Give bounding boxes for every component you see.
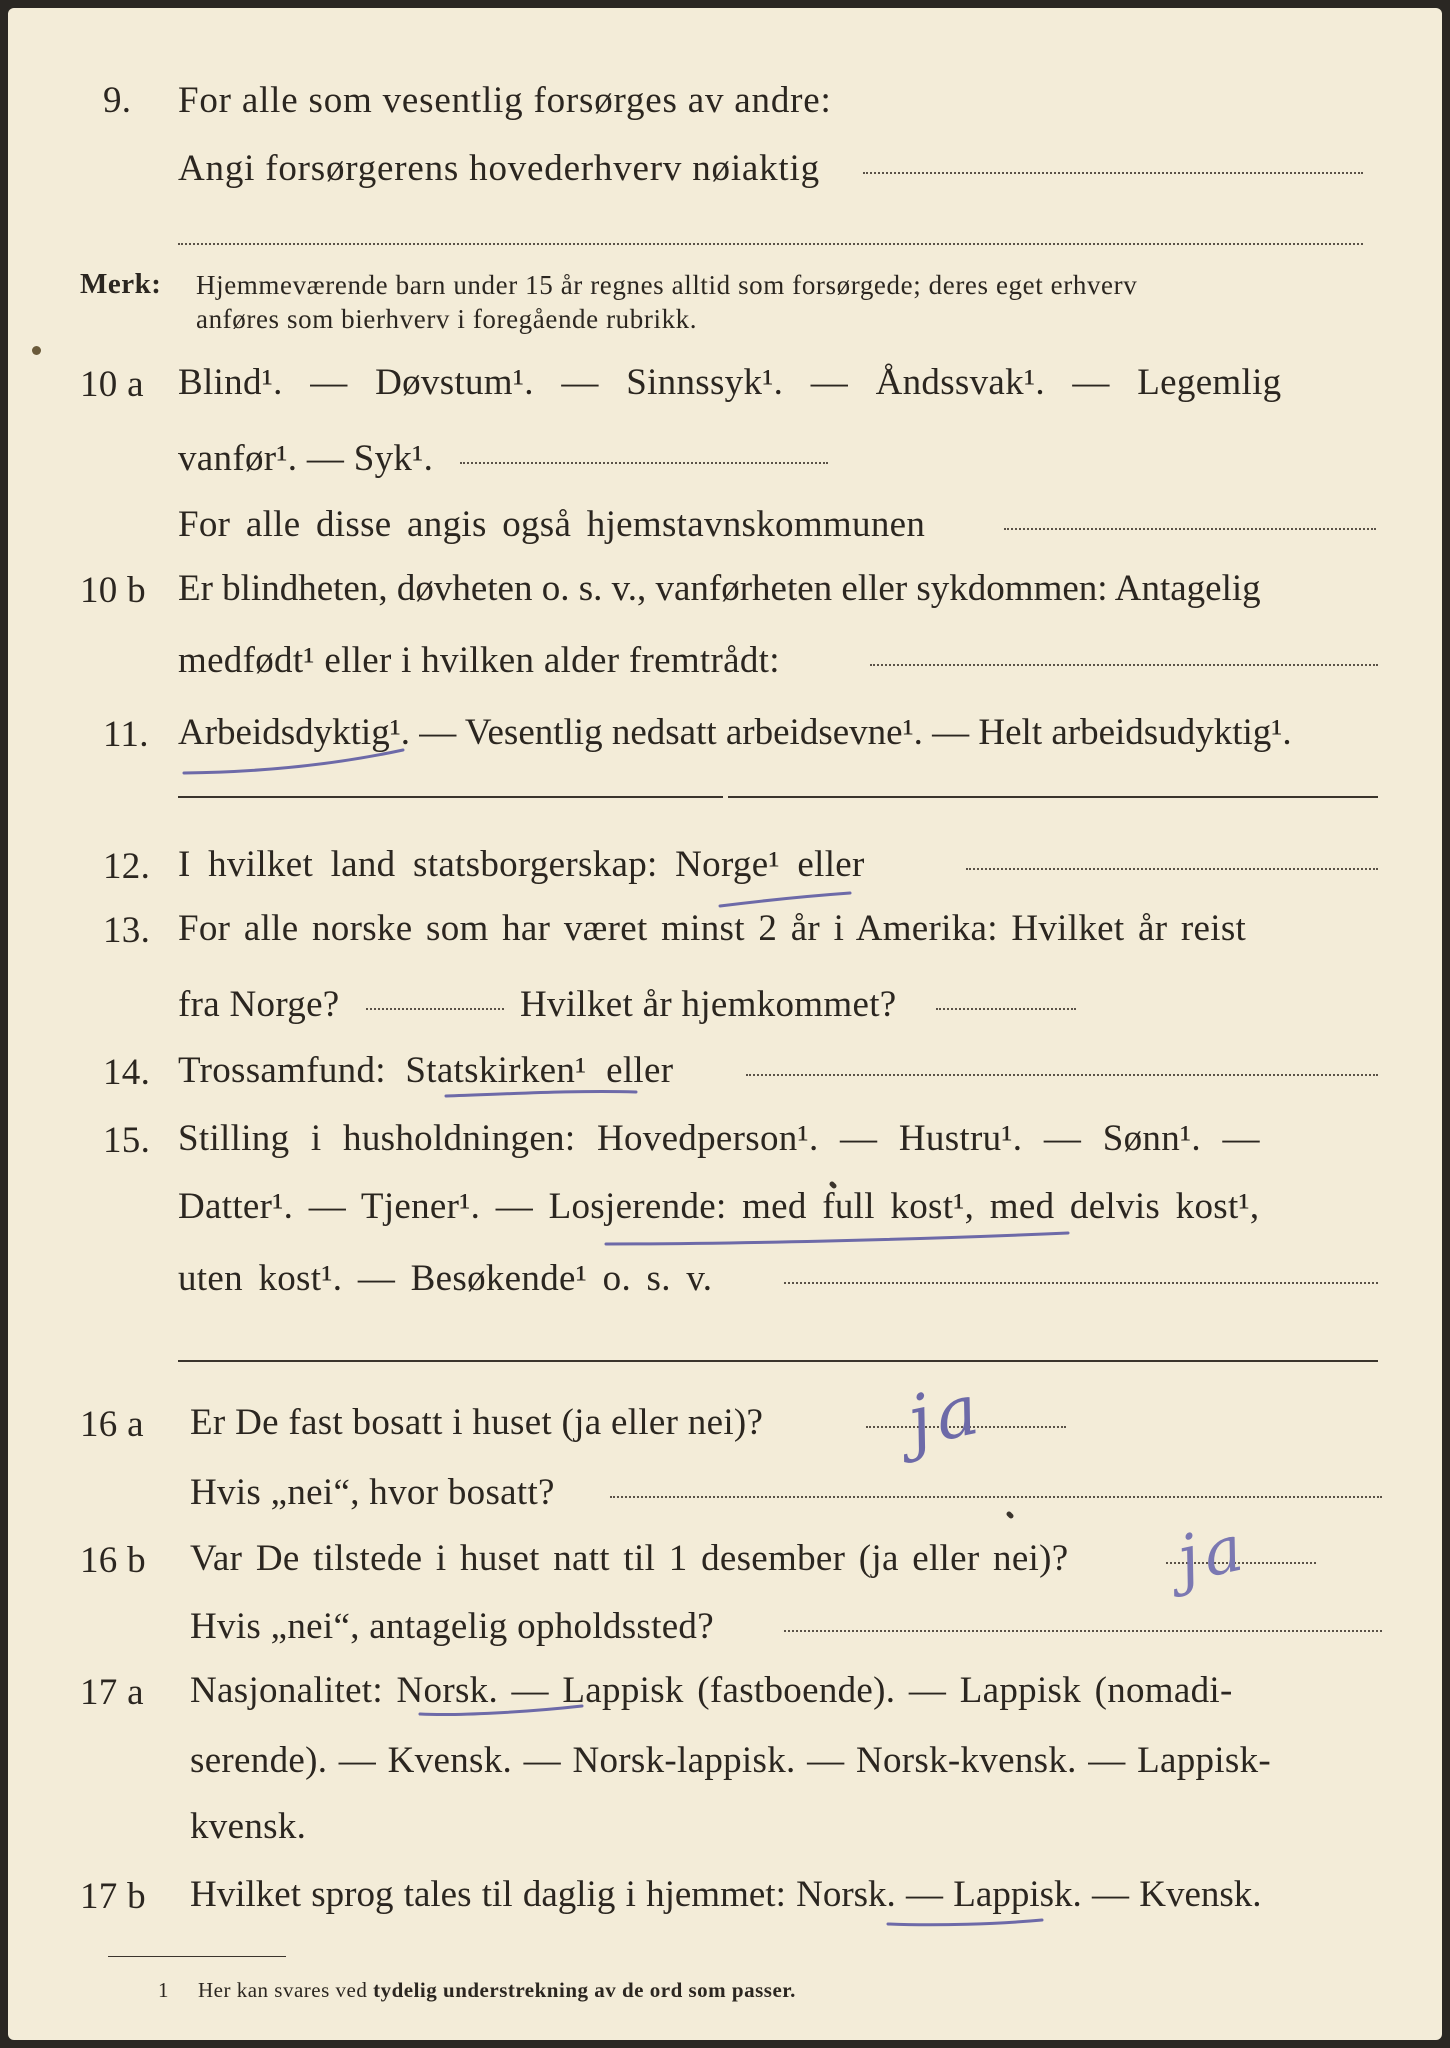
- q9-answer-line[interactable]: [863, 172, 1363, 174]
- q13-text-line1: For alle norske som har været minst 2 år i Amerika: Hvilket år reist: [178, 908, 1247, 949]
- q16a-number: 16 a: [80, 1404, 144, 1445]
- q16a-text-line1: Er De fast bosatt i huset (ja eller nei)?: [190, 1402, 764, 1443]
- q15-answer-line[interactable]: [784, 1282, 1378, 1284]
- merk-text-line2: anføres som bierhverv i foregående rubrikk.: [196, 304, 698, 334]
- footnote-text-b: tydelig understrekning av de ord som passer.: [373, 1978, 796, 2002]
- q16a-handwritten-answer: ja: [900, 1367, 992, 1463]
- q10a-text-line2: vanfør¹. — Syk¹.: [178, 438, 434, 479]
- q12-answer-line[interactable]: [966, 868, 1378, 870]
- q9-answer-line-2[interactable]: [178, 243, 1363, 245]
- q10a-text-line3: For alle disse angis også hjemstavnskommunen: [178, 504, 926, 545]
- q13-text-line2b: Hvilket år hjemkommet?: [520, 984, 897, 1025]
- q16a-text-line2: Hvis „nei“, hvor bosatt?: [190, 1472, 555, 1513]
- q15-text-line3: uten kost¹. — Besøkende¹ o. s. v.: [178, 1258, 713, 1299]
- underline-arbeidsdyktig: [184, 750, 403, 773]
- underline-minst: [720, 893, 850, 906]
- q17b-number: 17 b: [80, 1876, 146, 1917]
- q13-return-year-line[interactable]: [936, 1008, 1076, 1010]
- q10b-answer-line[interactable]: [870, 664, 1378, 666]
- q9-text-line1: For alle som vesentlig forsørges av andre:: [178, 80, 832, 121]
- q11-answer-line[interactable]: [178, 796, 723, 798]
- underline-statskirken: [446, 1091, 636, 1096]
- q17b-text-line1: Hvilket sprog tales til daglig i hjemmet: Norsk. — Lappisk. — Kvensk.: [190, 1874, 1262, 1915]
- q16b-text-line1: Var De tilstede i huset natt til 1 desember (ja eller nei)?: [190, 1538, 1069, 1579]
- q16b-whereabouts-line[interactable]: [784, 1630, 1382, 1632]
- q12-number: 12.: [103, 846, 151, 887]
- q9-text-line2: Angi forsørgerens hovederhverv nøiaktig: [178, 148, 820, 189]
- merk-label: Merk:: [80, 268, 162, 300]
- footnote-text: [198, 1980, 796, 2001]
- q15-number: 15.: [103, 1120, 151, 1161]
- q9-number: 9.: [103, 80, 132, 121]
- census-form-page: [8, 8, 1442, 2040]
- q12-text-line1: I hvilket land statsborgerskap: Norge¹ eller: [178, 844, 865, 885]
- q11-text-line1: Arbeidsdyktig¹. — Vesentlig nedsatt arbeidsevne¹. — Helt arbeidsudyktig¹.: [178, 712, 1292, 753]
- q17a-text-line3: kvensk.: [190, 1806, 307, 1847]
- q15-answer-line-2[interactable]: [178, 1360, 1378, 1362]
- merk-text-line1: Hjemmeværende barn under 15 år regnes alltid som forsørgede; deres eget erhverv: [196, 270, 1138, 300]
- q17a-text-line2: serende). — Kvensk. — Norsk-lappisk. — Norsk-kvensk. — Lappisk-: [190, 1740, 1271, 1781]
- q16b-handwritten-answer: ja: [1171, 1510, 1255, 1598]
- q16a-residence-line[interactable]: [610, 1496, 1382, 1498]
- q17a-number: 17 a: [80, 1672, 144, 1713]
- ink-speck: [32, 346, 41, 355]
- q11-answer-line-2[interactable]: [728, 796, 1378, 798]
- underline-norsk-language: [888, 1920, 1042, 1925]
- q10b-text-line1: Er blindheten, døvheten o. s. v., vanførheten eller sykdommen: Antagelig: [178, 568, 1261, 609]
- pencil-dot-2: [1009, 1514, 1011, 1516]
- q14-text-line1: Trossamfund: Statskirken¹ eller: [178, 1050, 674, 1091]
- q16b-number: 16 b: [80, 1540, 146, 1581]
- q10b-number: 10 b: [80, 570, 146, 611]
- footnote-mark: 1: [158, 1978, 169, 2002]
- q13-text-line2a: fra Norge?: [178, 984, 340, 1025]
- q10a-answer-line[interactable]: [460, 462, 828, 464]
- q10a-number: 10 a: [80, 364, 144, 405]
- footnote-rule: [108, 1956, 286, 1957]
- q16b-text-line2: Hvis „nei“, antagelig opholdssted?: [190, 1606, 714, 1647]
- q17a-text-line1: Nasjonalitet: Norsk. — Lappisk (fastboende). — Lappisk (nomadi-: [190, 1670, 1233, 1711]
- q10a-hometown-line[interactable]: [1004, 528, 1376, 530]
- q15-text-line2: Datter¹. — Tjener¹. — Losjerende: med full kost¹, med delvis kost¹,: [178, 1186, 1260, 1227]
- q10a-text-line1: Blind¹. — Døvstum¹. — Sinnssyk¹. — Åndssvak¹. — Legemlig: [178, 362, 1282, 403]
- q15-text-line1: Stilling i husholdningen: Hovedperson¹. — Hustru¹. — Sønn¹. —: [178, 1118, 1260, 1159]
- q11-number: 11.: [103, 714, 149, 755]
- q13-departure-year-line[interactable]: [366, 1008, 504, 1010]
- footnote-text-a: Her kan svares ved: [198, 1978, 368, 2002]
- q10b-text-line2: medfødt¹ eller i hvilken alder fremtrådt:: [178, 640, 780, 681]
- q14-answer-line[interactable]: [746, 1074, 1378, 1076]
- underline-losjerende-full-kost: [606, 1233, 1068, 1244]
- q13-number: 13.: [103, 910, 151, 951]
- q14-number: 14.: [103, 1052, 151, 1093]
